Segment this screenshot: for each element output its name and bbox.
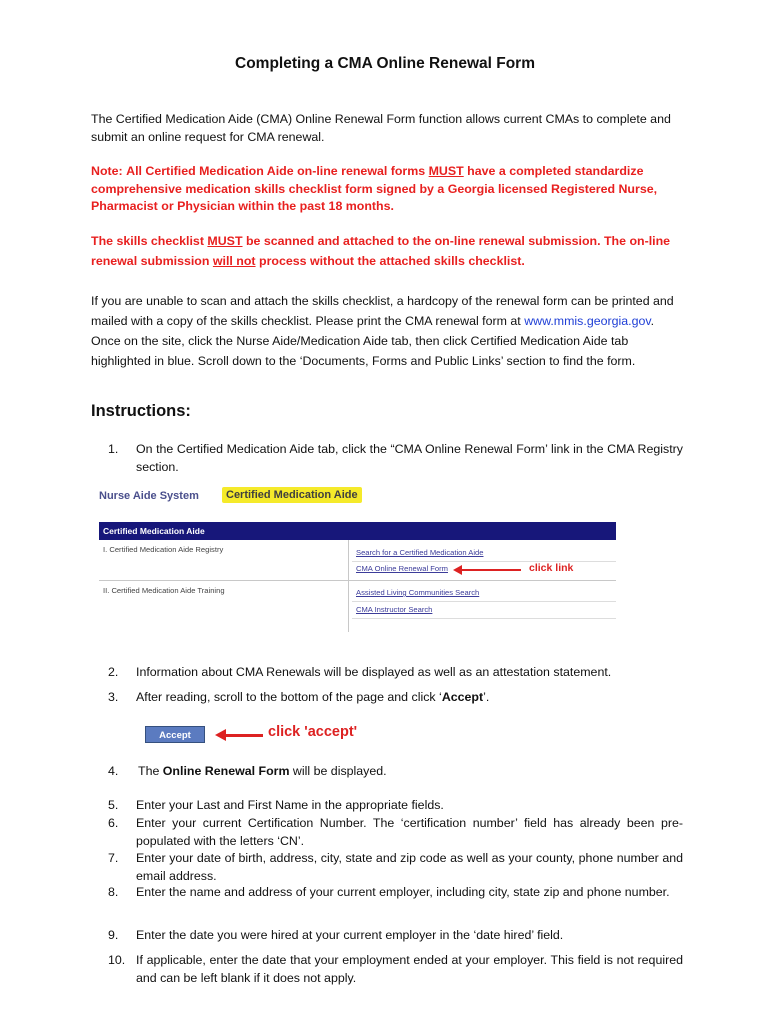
skills-text-2: be scanned and attached to the on-line renewal submission. The on-line renewal submission xyxy=(91,234,671,268)
step-number: 5. xyxy=(108,798,119,812)
link-separator xyxy=(352,618,616,619)
step-number: 6. xyxy=(108,816,119,830)
step-1 xyxy=(91,441,683,477)
intro-paragraph: The Certified Medication Aide (CMA) Online Renewal Form function allows current CMAs to complete and submit an online request for CMA renewal. xyxy=(91,112,671,144)
step-text xyxy=(138,763,683,781)
step-10 xyxy=(91,952,683,988)
hardcopy-paragraph xyxy=(91,291,683,371)
arrow-shaft xyxy=(461,569,521,571)
step-number: 4. xyxy=(108,764,119,778)
step-number: 3. xyxy=(108,690,119,704)
note-text-1: All Certified Medication Aide on-line renewal forms xyxy=(126,164,426,178)
assisted-living-link[interactable]: Assisted Living Communities Search xyxy=(356,588,480,597)
skills-text-1: The skills checklist xyxy=(91,234,204,248)
step-text: Enter your Last and First Name in the appropriate fields. xyxy=(136,798,444,812)
step-text-pre: The xyxy=(138,764,163,778)
note-prefix: Note: xyxy=(91,164,123,178)
note-paragraph xyxy=(91,163,683,216)
step-text: Enter your current Certification Number. The ‘certification number’ field has already been pre-populated with the letters ‘CN’. xyxy=(136,816,683,848)
step-number: 8. xyxy=(108,885,119,899)
step-number: 9. xyxy=(108,928,119,942)
step-6 xyxy=(91,815,683,851)
step-text: On the Certified Medication Aide tab, click the “CMA Online Renewal Form’ link in the CMA Registry section. xyxy=(136,442,683,474)
note-text-2: have a completed standardize comprehensive medication skills checklist form signed by a Georgia licensed Registered Nurse, Pharmacist or Physician within the past 18 months. xyxy=(91,164,658,213)
step-text: Enter the name and address of your current employer, including city, state zip and phone number. xyxy=(136,885,670,899)
step-text: If applicable, enter the date that your employment ended at your employer. This field is not required and can be left blank if it does not apply. xyxy=(136,953,683,985)
step-text-post: ’. xyxy=(483,690,490,704)
arrow-shaft xyxy=(225,734,263,737)
step-text-bold: Online Renewal Form xyxy=(162,764,290,778)
step-text-pre: After reading, scroll to the bottom of the page and click ‘ xyxy=(136,690,442,704)
step-text: Enter the date you were hired at your current employer in the ‘date hired’ field. xyxy=(136,928,564,942)
note-must: MUST xyxy=(428,164,464,178)
step-number: 10. xyxy=(108,953,126,967)
skills-text-3: process without the attached skills checklist. xyxy=(259,254,525,268)
step-8 xyxy=(91,884,683,920)
link-separator xyxy=(352,561,616,562)
registry-label: I. Certified Medication Aide Registry xyxy=(103,545,224,554)
skills-must: MUST xyxy=(207,234,243,248)
registry-screenshot xyxy=(99,484,616,632)
tab-nurse-aide-system[interactable]: Nurse Aide System xyxy=(99,490,199,502)
mmis-link[interactable]: www.mmis.georgia.gov xyxy=(524,314,651,328)
column-divider xyxy=(348,540,349,632)
click-accept-annotation: click 'accept' xyxy=(268,724,358,740)
skills-will-not: will not xyxy=(212,254,256,268)
section-bar: Certified Medication Aide xyxy=(99,522,616,540)
step-7 xyxy=(91,850,683,886)
step-number: 1. xyxy=(108,442,119,456)
page-title: Completing a CMA Online Renewal Form xyxy=(235,55,535,72)
step-text: Enter your date of birth, address, city, state and zip code as well as your county, phone number and email address. xyxy=(136,851,683,883)
accept-button[interactable]: Accept xyxy=(145,726,205,743)
step-text-bold: Accept xyxy=(441,690,484,704)
search-cma-link[interactable]: Search for a Certified Medication Aide xyxy=(356,548,484,557)
training-label: II. Certified Medication Aide Training xyxy=(103,586,225,595)
hardcopy-text-2: . Once on the site, click the Nurse Aide/Medication Aide tab, then click Certified Medication Aide tab highlighted in blue. Scroll down to the ‘Documents, Forms and Public Links’ section to find the form. xyxy=(91,314,655,368)
cma-instructor-link[interactable]: CMA Instructor Search xyxy=(356,605,433,614)
tab-certified-medication-aide[interactable]: Certified Medication Aide xyxy=(222,487,362,503)
step-text-post: will be displayed. xyxy=(289,764,387,778)
cma-online-renewal-link[interactable]: CMA Online Renewal Form xyxy=(356,564,448,573)
step-text: Information about CMA Renewals will be displayed as well as an attestation statement. xyxy=(136,665,612,679)
hardcopy-text-1: If you are unable to scan and attach the skills checklist, a hardcopy of the renewal form can be printed and mailed with a copy of the skills checklist. Please print the CMA renewal form at xyxy=(91,294,674,328)
step-number: 7. xyxy=(108,851,119,865)
step-number: 2. xyxy=(108,665,119,679)
step-text xyxy=(136,689,683,707)
instructions-heading: Instructions: xyxy=(91,402,191,420)
skills-paragraph xyxy=(91,231,683,271)
click-link-annotation: click link xyxy=(529,562,574,574)
link-separator xyxy=(352,601,616,602)
